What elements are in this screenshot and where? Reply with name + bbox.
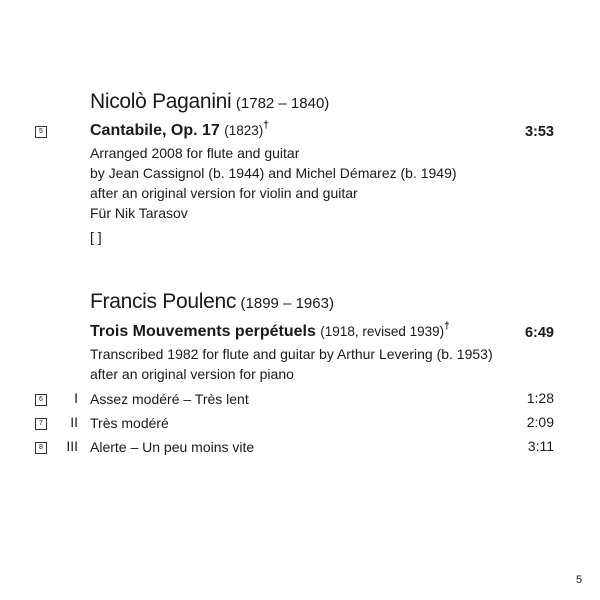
composer-heading-poulenc — [90, 290, 334, 314]
composer-dates: (1782 – 1840) — [235, 95, 330, 112]
work-duration: 6:49 — [524, 325, 554, 341]
track-number-box: 5 — [35, 126, 47, 138]
work-mark: † — [444, 321, 450, 332]
work-note: after an original version for piano — [90, 366, 294, 382]
work-year: (1918, revised 1939) — [320, 324, 445, 339]
work-note: by Jean Cassignol (b. 1944) and Michel Démarez (b. 1949) — [90, 165, 457, 181]
composer-name: Nicolò Paganini — [90, 90, 232, 113]
work-title: Cantabile, Op. 17 — [90, 122, 220, 139]
work-note: Transcribed 1982 for flute and guitar by Arthur Levering (b. 1953) — [90, 346, 493, 362]
work-note: Für Nik Tarasov — [90, 205, 188, 221]
track-number-box: 7 — [35, 418, 47, 430]
movement-title: Très modéré — [90, 415, 169, 431]
movement-duration: 2:09 — [526, 414, 554, 430]
work-heading-cantabile — [90, 122, 269, 140]
work-note: Arranged 2008 for flute and guitar — [90, 145, 300, 161]
movement-duration: 3:11 — [527, 438, 554, 454]
work-note: after an original version for violin and guitar — [90, 185, 358, 201]
work-heading-trois-mouvements — [90, 323, 450, 341]
movement-numeral: II — [70, 414, 78, 430]
composer-dates: (1899 – 1963) — [240, 295, 334, 312]
composer-name: Francis Poulenc — [90, 290, 237, 313]
work-mark: † — [263, 120, 269, 131]
track-number-box: 8 — [35, 442, 47, 454]
movement-numeral: III — [66, 438, 78, 454]
movement-title: Alerte – Un peu moins vite — [90, 439, 255, 455]
composer-heading-paganini — [90, 90, 329, 114]
work-title: Trois Mouvements perpétuels — [90, 323, 316, 340]
movement-duration: 1:28 — [526, 390, 554, 406]
movement-title: Assez modéré – Très lent — [90, 391, 249, 407]
empty-bracket: [ ] — [90, 229, 102, 245]
movement-numeral: I — [74, 390, 78, 406]
track-number-box: 6 — [35, 394, 47, 406]
work-year: (1823) — [224, 123, 264, 138]
page-number: 5 — [576, 574, 583, 586]
work-duration: 3:53 — [524, 124, 554, 140]
